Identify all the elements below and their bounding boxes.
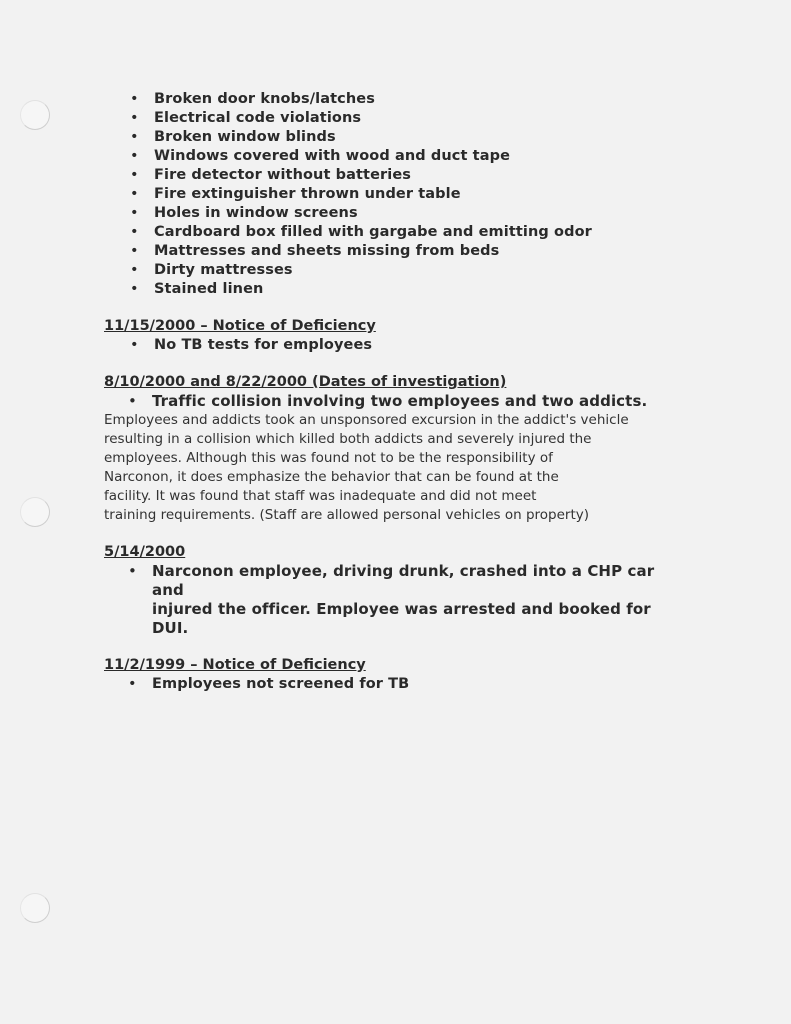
violations-list [104, 90, 684, 299]
list-item: • Holes in window screens [104, 204, 684, 223]
document-body [104, 90, 684, 694]
paragraph-line: Narconon, it does emphasize the behavior that can be found at the [104, 469, 559, 485]
section-heading: 11/2/1999 – Notice of Deficiency [104, 657, 366, 673]
list-item: • Mattresses and sheets missing from beds [104, 242, 684, 261]
binder-hole-top [20, 100, 50, 130]
list-item: • Windows covered with wood and duct tape [104, 147, 684, 166]
list-item: • Broken window blinds [104, 128, 684, 147]
list-item: • No TB tests for employees [104, 336, 684, 355]
list-item: • Employees not screened for TB [104, 675, 684, 694]
paragraph-line: employees. Although this was found not to be the responsibility of [104, 450, 553, 466]
section-heading: 11/15/2000 – Notice of Deficiency [104, 318, 376, 334]
section-2000-05-14 [104, 543, 684, 638]
list-item: • Fire extinguisher thrown under table [104, 185, 684, 204]
section-bullets [104, 392, 684, 411]
section-bullets [104, 562, 684, 638]
section-2000-11-15 [104, 317, 684, 355]
list-item: • Dirty mattresses [104, 261, 684, 280]
section-1999-11-02 [104, 656, 684, 694]
section-heading: 8/10/2000 and 8/22/2000 (Dates of investigation) [104, 374, 507, 390]
bullet-line: • Narconon employee, driving drunk, crashed into a CHP car and [152, 562, 655, 599]
section-bullets [104, 336, 684, 355]
paragraph-line: Employees and addicts took an unsponsored excursion in the addict's vehicle [104, 412, 629, 428]
list-item: • Fire detector without batteries [104, 166, 684, 185]
section-heading: 5/14/2000 [104, 544, 186, 560]
incident-description [104, 411, 649, 525]
paragraph-line: resulting in a collision which killed both addicts and severely injured the [104, 431, 592, 447]
bullet-line: injured the officer. Employee was arrested and booked for DUI. [152, 600, 651, 637]
list-item: • Cardboard box filled with gargabe and emitting odor [104, 223, 684, 242]
list-item: • Traffic collision involving two employees and two addicts. [104, 392, 684, 411]
section-2000-08 [104, 373, 684, 525]
paragraph-line: facility. It was found that staff was inadequate and did not meet [104, 488, 537, 504]
paragraph-line: training requirements. (Staff are allowed personal vehicles on property) [104, 507, 590, 523]
list-item: • Electrical code violations [104, 109, 684, 128]
list-item [104, 562, 684, 638]
list-item: • Stained linen [104, 280, 684, 299]
binder-hole-bottom [20, 893, 50, 923]
list-item: • Broken door knobs/latches [104, 90, 684, 109]
section-bullets [104, 675, 684, 694]
binder-hole-middle [20, 497, 50, 527]
